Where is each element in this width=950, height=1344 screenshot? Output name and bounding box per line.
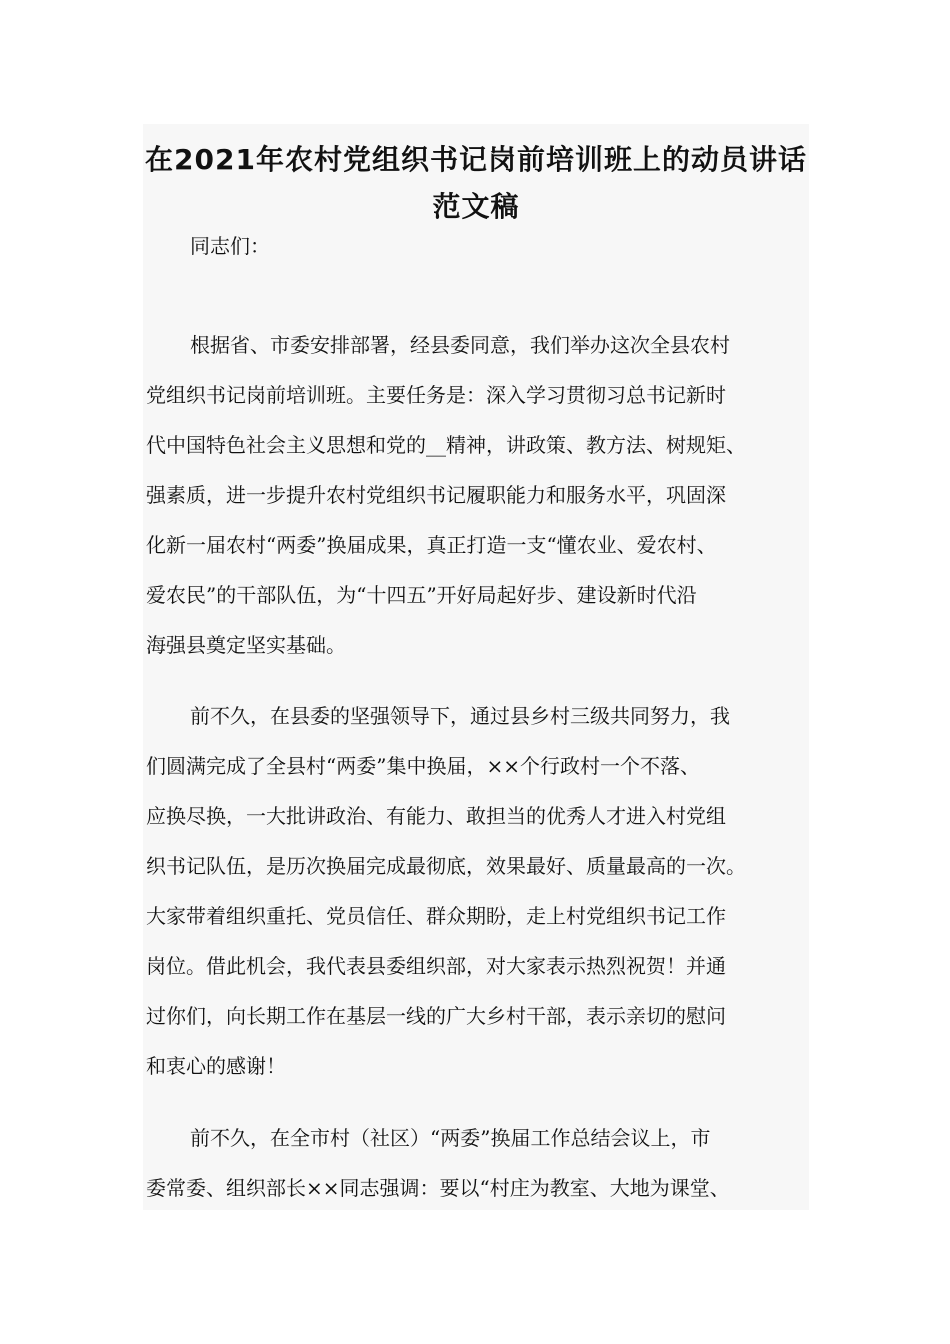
document-title: 在2021年农村党组织书记岗前培训班上的动员讲话: [145, 143, 807, 176]
document-title-continued: 范文稿: [432, 190, 520, 223]
paragraph-1-line: 根据省、市委安排部署，经县委同意，我们举办这次全县农村: [190, 333, 730, 357]
paragraph-2-line: 前不久，在县委的坚强领导下，通过县乡村三级共同努力，我: [190, 704, 730, 728]
paragraph-3-line: 委常委、组织部长××同志强调：要以“村庄为教室、大地为课堂、: [146, 1176, 730, 1200]
paragraph-1-line: 强素质，进一步提升农村党组织书记履职能力和服务水平，巩固深: [146, 483, 726, 507]
paragraph-1-line: 代中国特色社会主义思想和党的__精神，讲政策、教方法、树规矩、: [146, 433, 746, 457]
paragraph-1-line: 化新一届农村“两委”换届成果，真正打造一支“懂农业、爱农村、: [146, 533, 717, 557]
paragraph-1-line: 海强县奠定坚实基础。: [146, 633, 346, 657]
paragraph-2-line: 过你们，向长期工作在基层一线的广大乡村干部，表示亲切的慰问: [146, 1004, 726, 1028]
paragraph-3-line: 前不久，在全市村（社区）“两委”换届工作总结会议上，市: [190, 1126, 711, 1150]
paragraph-1-line: 爱农民”的干部队伍，为“十四五”开好局起好步、建设新时代沿: [146, 583, 697, 607]
paragraph-2-line: 织书记队伍，是历次换届完成最彻底，效果最好、质量最高的一次。: [146, 854, 746, 878]
paragraph-2-line: 大家带着组织重托、党员信任、群众期盼，走上村党组织书记工作: [146, 904, 726, 928]
paragraph-1-line: 党组织书记岗前培训班。主要任务是：深入学习贯彻习总书记新时: [146, 383, 726, 407]
salutation: 同志们：: [190, 234, 270, 258]
document-page: [143, 124, 809, 1210]
paragraph-2-line: 和衷心的感谢！: [146, 1054, 286, 1078]
paragraph-2-line: 岗位。借此机会，我代表县委组织部，对大家表示热烈祝贺！并通: [146, 954, 726, 978]
paragraph-2-line: 们圆满完成了全县村“两委”集中换届，××个行政村一个不落、: [146, 754, 700, 778]
paragraph-2-line: 应换尽换，一大批讲政治、有能力、敢担当的优秀人才进入村党组: [146, 804, 726, 828]
